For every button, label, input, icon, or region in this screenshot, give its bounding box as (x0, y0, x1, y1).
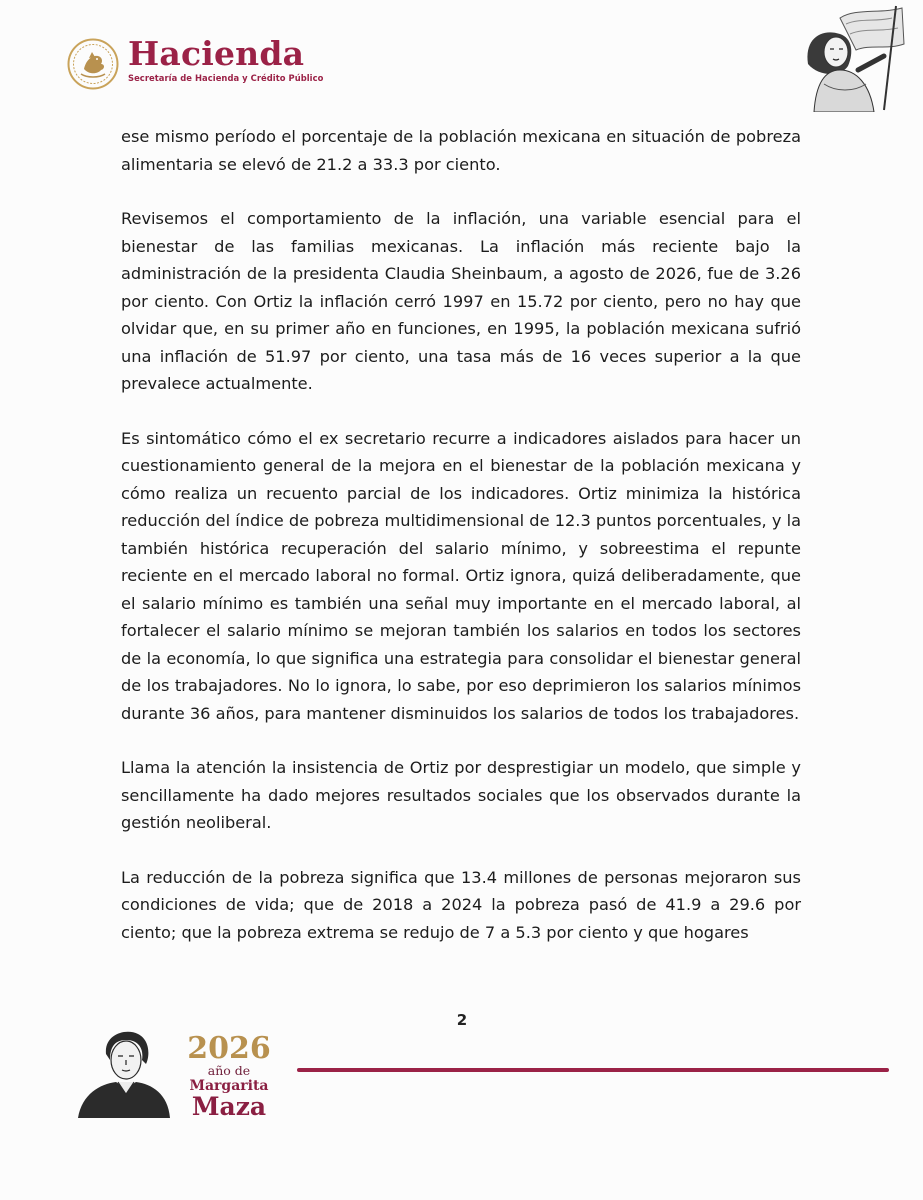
mexico-coat-of-arms-icon (67, 38, 119, 90)
honoree-first-name: Margarita (189, 1078, 269, 1094)
brand-name: Hacienda (128, 34, 305, 73)
year-number: 2026 (187, 1031, 271, 1066)
woman-with-flag-illustration (800, 4, 908, 112)
document-body (121, 123, 801, 973)
margarita-maza-portrait-illustration (76, 1024, 172, 1118)
brand-subtitle: Secretaría de Hacienda y Crédito Público (128, 73, 324, 83)
footer-divider (297, 1068, 889, 1072)
paragraph: Llama la atención la insistencia de Ortiz por desprestigiar un modelo, que simple y sencillamente ha dado mejores resultados sociales que los observados durante la gestión neoliberal. (121, 758, 801, 832)
paragraph: Revisemos el comportamiento de la inflación, una variable esencial para el bienestar de las familias mexicanas. La inflación más reciente bajo la administración de la presidenta Claudia Sheinbaum, a agosto de 2026, fue de 3.26 por ciento. Con Ortiz la inflación cerró 1997 en 15.72 por ciento, pero no hay que olvidar que, en su primer año en funciones, en 1995, la población mexicana sufrió una inflación de 51.97 por ciento, una tasa más de 16 veces superior a la que prevalece actualmente. (121, 209, 801, 393)
paragraph: La reducción de la pobreza significa que 13.4 millones de personas mejoraron sus condiciones de vida; que de 2018 a 2024 la pobreza pasó de 41.9 a 29.6 por ciento; que la pobreza extrema se redujo de 7 a 5.3 por ciento y que hogares (121, 867, 801, 942)
year-subtitle: año de (207, 1063, 251, 1078)
page-number: 2 (456, 1011, 468, 1029)
paragraph: Es sintomático cómo el ex secretario recurre a indicadores aislados para hacer un cuestionamiento general de la mejora en el bienestar de la población mexicana y cómo realiza un recuento parcial de los indicadores. Ortiz minimiza la histórica reducción del índice de pobreza multidimensional de 12.3 puntos porcentuales, y la también histórica recuperación del salario mínimo, y sobreestima el repunte reciente en el mercado laboral no formal. Ortiz ignora, quizá deliberadamente, que el salario mínimo es también una señal muy importante en el mercado laboral, al fortalecer el salario mínimo se mejoran también los salarios en todos los sectores de la economía, lo que significa una estrategia para consolidar el bienestar general de los trabajadores. No lo ignora, lo sabe, por eso deprimieron los salarios mínimos durante 36 años, para mantener disminuidos los salarios de todos los trabajadores. (121, 428, 801, 723)
paragraph: ese mismo período el porcentaje de la población mexicana en situación de pobreza alimentaria se elevó de 21.2 a 33.3 por ciento. (121, 127, 801, 174)
honoree-last-name: Maza (191, 1092, 267, 1121)
page-header (0, 0, 923, 120)
brand-block (128, 36, 323, 83)
year-badge (174, 1031, 284, 1121)
